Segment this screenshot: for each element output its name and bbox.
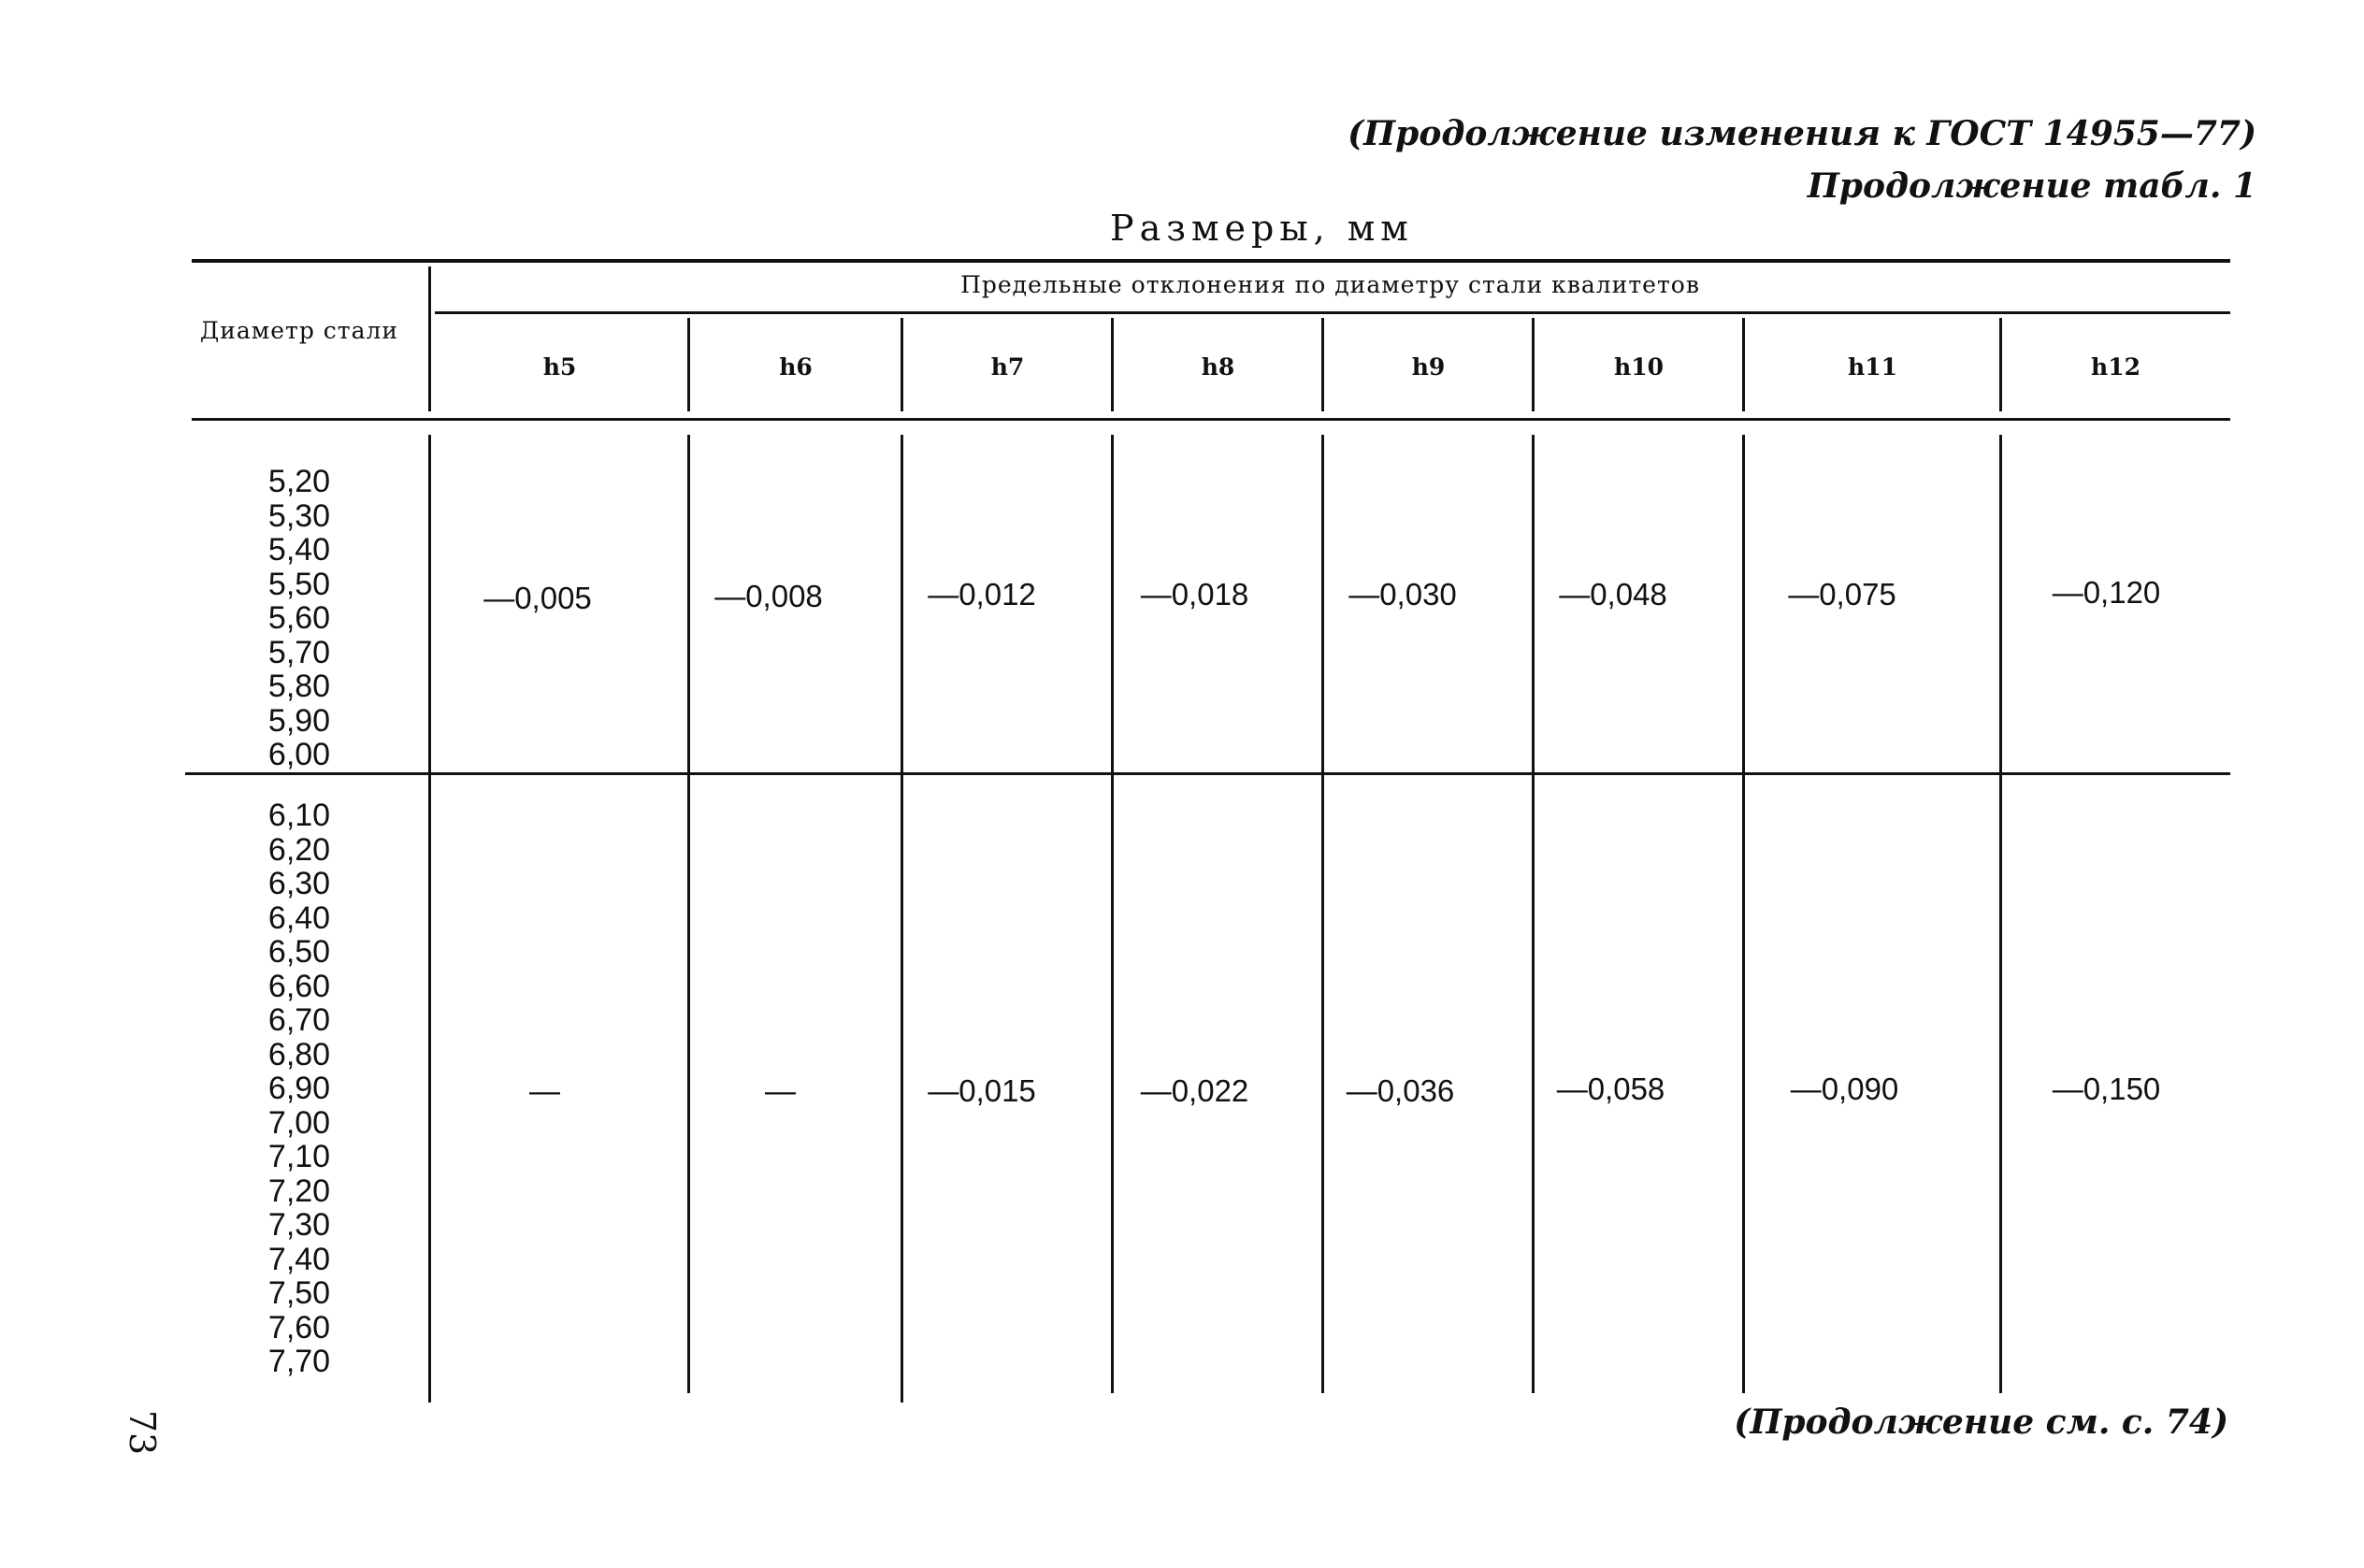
diameter-value: 6,30 xyxy=(267,866,331,901)
diameter-value: 6,50 xyxy=(267,934,331,970)
diameter-value: 5,30 xyxy=(267,497,331,534)
grade-header-h7: h7 xyxy=(990,353,1025,381)
grade-header-h6: h6 xyxy=(779,353,813,381)
page-number: 73 xyxy=(122,1409,164,1456)
diameter-value: 6,40 xyxy=(267,899,331,936)
diameter-value: 5,50 xyxy=(267,566,331,602)
continuation-header: (Продолжение изменения к ГОСТ 14955—77) xyxy=(1348,114,2256,153)
tolerance-cell: —0,036 xyxy=(1346,1073,1455,1108)
diameter-value: 6,10 xyxy=(267,798,331,833)
diameter-value: 7,00 xyxy=(267,1104,331,1141)
tolerance-cell: —0,150 xyxy=(2052,1072,2161,1106)
diameter-value: 6,60 xyxy=(267,968,331,1004)
tolerance-cell: —0,048 xyxy=(1559,577,1667,611)
units-label: Размеры, мм xyxy=(1110,208,1414,249)
tolerance-cell: —0,015 xyxy=(928,1073,1036,1108)
diameter-value: 6,70 xyxy=(267,1002,331,1038)
tolerance-cell: —0,075 xyxy=(1788,577,1896,611)
diameter-value: 6,90 xyxy=(267,1071,331,1106)
diameter-value: 7,20 xyxy=(267,1172,331,1209)
tolerance-cell: —0,090 xyxy=(1790,1072,1899,1106)
tolerance-cell: —0,018 xyxy=(1140,577,1249,611)
diameter-value: 5,90 xyxy=(267,702,331,739)
diameter-column-header: Диаметр стали xyxy=(199,317,399,344)
row-separator-rule xyxy=(185,772,2230,775)
tolerance-cell: — xyxy=(529,1073,560,1108)
diameter-value: 5,40 xyxy=(267,532,331,568)
diameter-value: 7,40 xyxy=(267,1241,331,1277)
grade-header-h8: h8 xyxy=(1201,353,1235,381)
diameter-value: 6,80 xyxy=(267,1036,331,1072)
tolerance-cell: —0,120 xyxy=(2052,575,2161,610)
tolerance-cell: —0,058 xyxy=(1556,1072,1665,1106)
diameter-list-row-2 xyxy=(192,798,407,1379)
diameter-value: 6,20 xyxy=(267,831,331,868)
header-bottom-rule xyxy=(192,418,2230,421)
diameter-list-row-1 xyxy=(192,465,407,772)
tolerance-cell: —0,005 xyxy=(483,581,592,615)
diameter-value: 5,80 xyxy=(267,669,331,704)
tolerance-cell: — xyxy=(765,1073,796,1108)
tolerance-cell: —0,008 xyxy=(714,579,823,613)
diameter-value: 6,00 xyxy=(267,737,331,772)
table-continuation-label: Продолжение табл. 1 xyxy=(1807,166,2256,206)
grade-header-h9: h9 xyxy=(1411,353,1446,381)
diameter-value: 7,30 xyxy=(267,1207,331,1243)
tolerance-group-header: Предельные отклонения по диаметру стали квалитетов xyxy=(960,271,1700,298)
group-header-rule xyxy=(435,311,2230,314)
grade-header-h5: h5 xyxy=(542,353,577,381)
diameter-value: 7,70 xyxy=(267,1344,331,1379)
table-top-rule xyxy=(192,259,2230,263)
tolerance-cell: —0,012 xyxy=(928,577,1036,611)
diameter-value: 5,60 xyxy=(267,600,331,636)
grade-header-h10: h10 xyxy=(1614,353,1664,381)
diameter-value: 7,10 xyxy=(267,1139,331,1174)
diameter-value: 7,50 xyxy=(267,1275,331,1311)
continuation-footer: (Продолжение см. с. 74) xyxy=(1734,1403,2228,1442)
grade-header-h12: h12 xyxy=(2091,353,2141,381)
tolerance-cell: —0,030 xyxy=(1348,577,1457,611)
tolerance-cell: —0,022 xyxy=(1140,1073,1249,1108)
grade-header-h11: h11 xyxy=(1848,353,1897,381)
diameter-value: 5,70 xyxy=(267,634,331,670)
diameter-value: 7,60 xyxy=(267,1309,331,1345)
diameter-value: 5,20 xyxy=(267,464,331,499)
